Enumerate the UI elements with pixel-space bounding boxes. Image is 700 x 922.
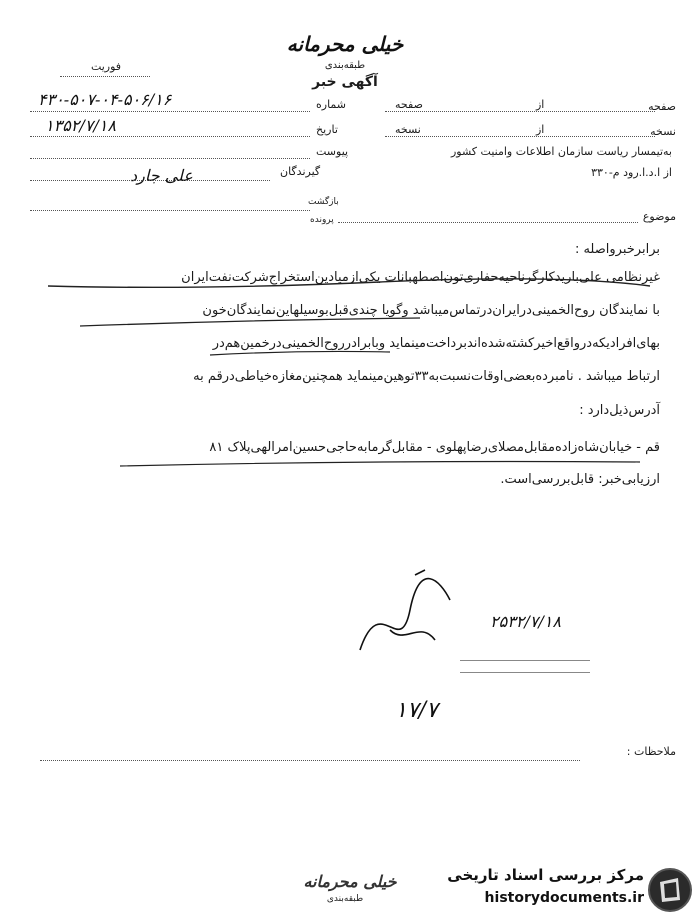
addressee-line-2: از ا.د.ا.رود م-۳۳۰ [591,166,672,179]
recipients-value: علی‌ جارد [130,166,193,185]
page-label: صفحه [648,100,676,113]
subject-label: موضوع [642,210,676,223]
signature-date: ۲۵۳۲/۷/۱۸ [490,612,561,631]
watermark [420,866,692,914]
footer-classification-label: طبقه‌بندی [326,894,364,904]
watermark-logo-icon [648,868,692,912]
classification-label: طبقه‌بندی [324,60,366,71]
body-evaluation: ارزیابی‌خبر: قابل‌بررسی‌است. [500,472,660,487]
watermark-url: historydocuments.ir [484,890,644,906]
footer-classification: خیلی محرمانه [303,872,397,891]
number-label: شماره [316,98,347,111]
urgency-label: فوریت [90,60,122,73]
body-line-4: ارتباط میباشد . نامبرده‌بعضی‌اوقات‌نسبت‌به‌۳۳توهین‌مینماید همچنین‌مغازه‌خیاطی‌درقم به [193,369,660,384]
page-sub-label: صفحه [395,98,423,111]
addressee-line-1: به‌تیمسار ریاست سازمان اطلاعات وامنیت کشور [451,145,672,158]
body-address: قم - خیابان‌شاه‌زاده‌مقابل‌مصلای‌رضا‌پهلوی - مقابل‌گرمابه‌حاجی‌حسین‌امرالهی‌پلاک ۸۱ [209,440,660,455]
body-line-1: غیرنظامی علی‌باریدکارگرناحیه‌حفاری‌تون‌اصطهبانات یکی‌ازمیادین‌استخراج‌شرکت‌نفت‌ایران [181,270,660,285]
body-line-3: بهای‌افرادیکه‌درواقع‌اخیرکشته‌شده‌اندبرداخت‌مینماید وبابرادرروح‌الخمینی‌درخمین‌هم‌در [212,336,660,351]
classification-stamp: خیلی محرمانه [286,32,404,56]
body-line-2: با نمایندگان روح‌الخمینی‌درایران‌درتماس‌میباشد وگویا چندی‌قبل‌بوسیلهاین‌نمایندگان‌خون [202,303,660,318]
body-opening: برابرخبرواصله : [574,242,660,257]
form-title: آگهی خبر [312,74,378,90]
signature-mark [350,570,470,680]
signature-line-1 [460,660,590,661]
recipients-label: گیرندگان [280,165,321,178]
return-label: بازگشت [308,197,339,207]
signature-initials: ۱۷/۷ [395,698,438,723]
body-line-5: آدرس‌ذیل‌دارد : [579,403,660,418]
attachment-label: پیوست [316,145,349,158]
date-value: ۱۳۵۲/۷/۱۸ [45,116,116,135]
copy-from-label: از [536,123,545,136]
file-label: پرونده [310,215,334,225]
number-value: ۴۳۰-۵۰۷-۰۴-۵۰۶/۱۶ [38,90,172,109]
copy-sub-label: نسخه [395,123,421,136]
watermark-title: مرکز بررسی اسناد تاریخی [447,866,644,884]
date-label: تاریخ [316,123,338,136]
notes-line [40,760,580,761]
page-from-label: از [536,98,545,111]
signature-line-2 [460,672,590,673]
copy-label: نسخه [650,125,676,138]
notes-label: ملاحظات : [626,745,676,758]
